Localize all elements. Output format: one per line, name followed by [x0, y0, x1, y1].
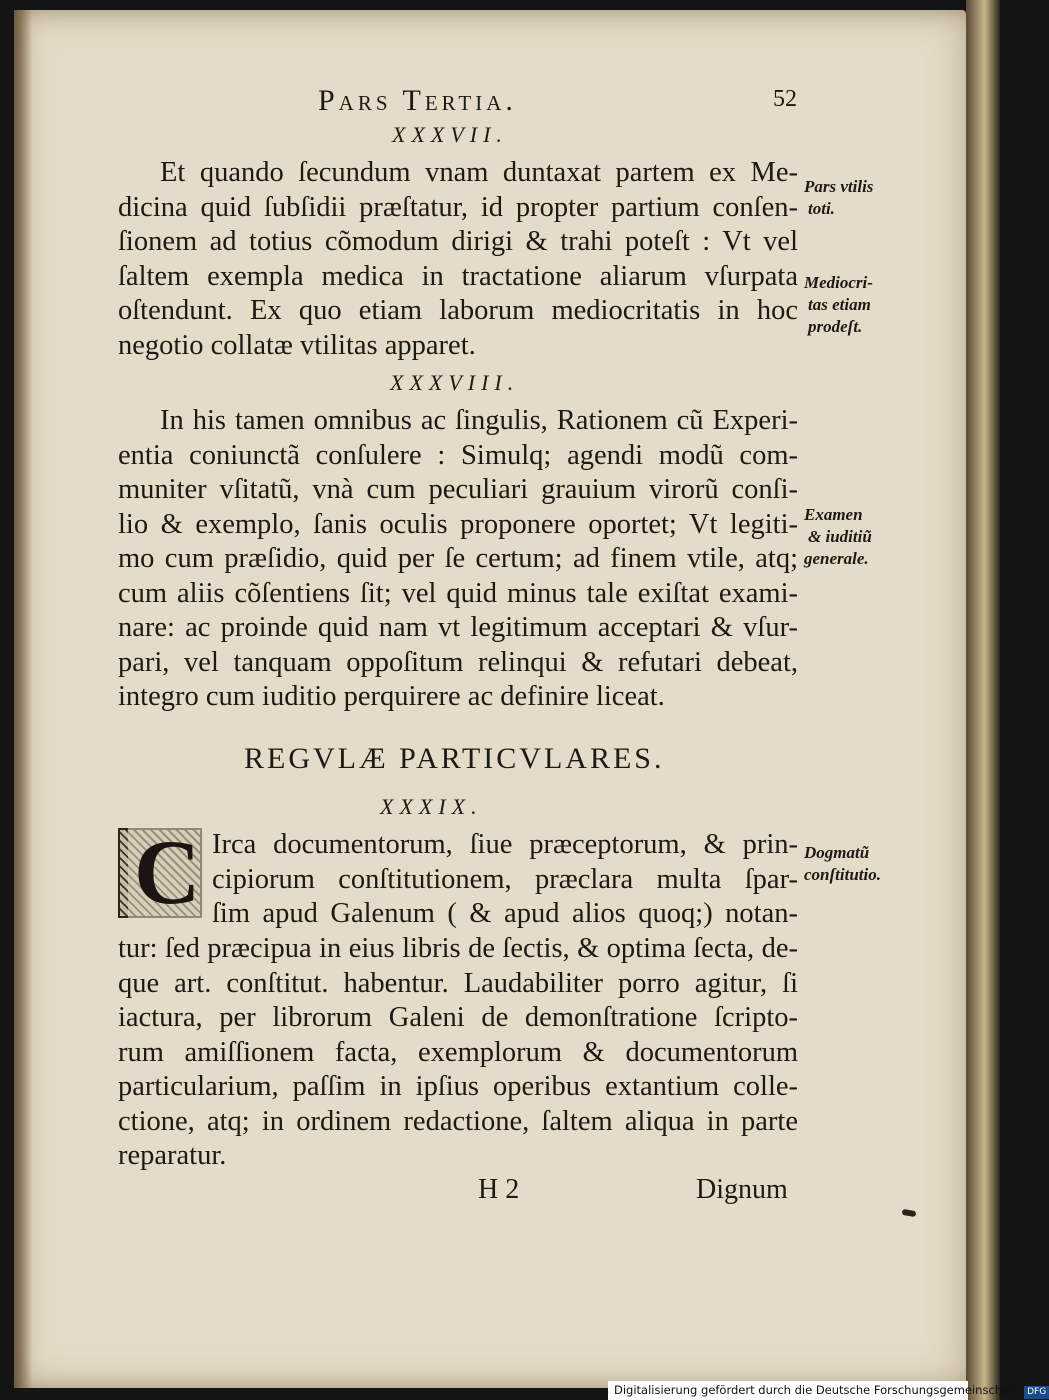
- text-line: mo cum præſidio, quid per ſe certum; ad finem vtile, atq;: [118, 543, 798, 574]
- text-line: ſionem ad totius cõmodum dirigi & trahi poteſt : Vt vel: [118, 226, 798, 257]
- marginal-note-line: generale.: [804, 549, 869, 568]
- text-line: reparatur.: [118, 1140, 227, 1171]
- section-heading: REGVLÆ PARTICVLARES.: [244, 742, 665, 775]
- text-line: integro cum iuditio perquirere ac definire liceat.: [118, 681, 665, 712]
- marginal-note-3: [804, 504, 914, 570]
- marginal-note-line: conſtitutio.: [804, 865, 881, 884]
- digitization-credit: [608, 1381, 1047, 1400]
- text-line: oſtendunt. Ex quo etiam laborum mediocritatis in hoc: [118, 295, 798, 326]
- text-line: nare: ac proinde quid nam vt legitimum acceptari & vſur-: [118, 612, 798, 643]
- page-number: 52: [773, 86, 797, 112]
- text-line: ſaltem exempla medica in tractatione aliarum vſurpata: [118, 260, 798, 292]
- initial-letter: C: [128, 826, 206, 918]
- page-edge: [966, 0, 1000, 1400]
- paragraph-38: [118, 404, 798, 715]
- text-line: particularium, paſſim in ipſius operibus extantium colle-: [118, 1071, 798, 1102]
- marginal-note-2: [804, 272, 914, 338]
- text-line: rum amiſſionem facta, exemplorum & documentorum: [118, 1036, 798, 1068]
- marginal-note-line: Examen: [804, 505, 863, 524]
- running-head: Pars Tertia.: [318, 84, 517, 117]
- text-line: ſim apud Galenum ( & apud alios quoq;) notan-: [212, 898, 798, 929]
- marginal-note-1: [804, 176, 914, 220]
- marginal-note-line: Mediocri-: [804, 273, 873, 292]
- text-line: In his tamen omnibus ac ſingulis, Rationem cũ Experi-: [160, 405, 798, 436]
- marginal-note-line: prodeſt.: [808, 317, 863, 336]
- decorated-initial: [118, 821, 202, 923]
- marginal-note-line: & iuditiũ: [808, 527, 872, 546]
- credit-text: Digitalisierung gefördert durch die Deutsche Forschungsgemeinschaft: [614, 1383, 1018, 1397]
- marginal-note-line: toti.: [808, 199, 835, 218]
- marginal-note-line: tas etiam: [808, 295, 871, 314]
- signature-mark: H 2: [478, 1174, 520, 1205]
- dfg-logo: DFG: [1024, 1386, 1049, 1399]
- text-line: entia coniunctã conſulere : Simulq; agendi modũ com-: [118, 439, 798, 471]
- text-line: dicina quid ſubſidii præſtatur, id propter partium conſen-: [118, 191, 798, 223]
- text-line: que art. conſtitut. habentur. Laudabiliter porro agitur, ſi: [118, 967, 798, 999]
- text-line: Irca documentorum, ſiue præceptorum, & prin-: [212, 829, 798, 860]
- text-line: pari, vel tanquam oppoſitum relinqui & refutari debeat,: [118, 646, 798, 678]
- section-number-38: XXXVIII.: [390, 370, 520, 395]
- paragraph-39: [118, 932, 798, 1174]
- text-line: ctione, atq; in ordinem redactione, ſaltem aliqua in parte: [118, 1105, 798, 1137]
- text-line: Et quando ſecundum vnam duntaxat partem ex Me-: [160, 157, 798, 188]
- marginal-note-4: [804, 842, 914, 886]
- text-line: muniter vſitatũ, vnà cum peculiari grauium virorũ conſi-: [118, 474, 798, 505]
- paragraph-37: [118, 156, 798, 363]
- text-line: negotio collatæ vtilitas apparet.: [118, 329, 476, 361]
- paragraph-39-drop: [212, 828, 798, 932]
- page-gutter-shadow: [14, 10, 32, 1388]
- text-line: cipiorum conſtitutionem, præclara multa ſpar-: [212, 863, 798, 895]
- catchword: Dignum: [696, 1174, 788, 1205]
- section-number-37: XXXVII.: [392, 122, 508, 147]
- page-header: [0, 80, 1000, 120]
- text-line: tur: ſed præcipua in eius libris de ſectis, & optima ſecta, de-: [118, 933, 798, 964]
- marginal-note-line: Pars vtilis: [804, 177, 874, 196]
- text-line: iactura, per librorum Galeni de demonſtratione ſcripto-: [118, 1002, 798, 1033]
- text-line: lio & exemplo, ſanis oculis proponere oportet; Vt legiti-: [118, 508, 798, 540]
- text-line: cum aliis cõſentiens ſit; vel quid minus tale exiſtat exami-: [118, 577, 798, 609]
- section-number-39: XXXIX.: [380, 794, 483, 819]
- marginal-note-line: Dogmatũ: [804, 843, 870, 862]
